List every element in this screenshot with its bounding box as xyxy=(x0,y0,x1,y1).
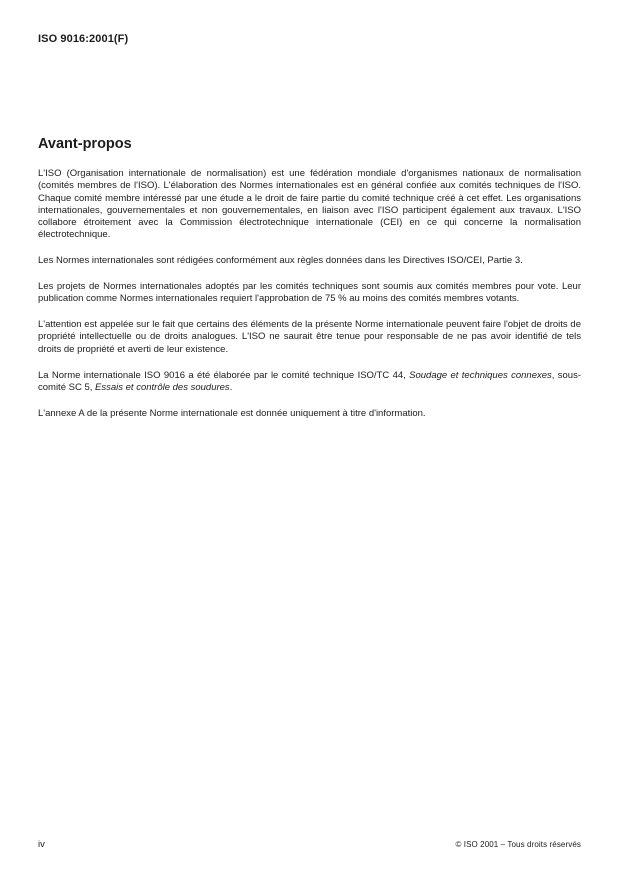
page-number: iv xyxy=(38,839,45,850)
paragraph-foreword-2: Les Normes internationales sont rédigées conformément aux règles données dans les Directives ISO/CEI, Partie 3. xyxy=(38,255,523,267)
paragraph-foreword-5 xyxy=(38,370,581,395)
text-run: , sous-comité SC 5, xyxy=(38,369,581,393)
document-footer xyxy=(38,839,581,850)
paragraph-foreword-6: L'annexe A de la présente Norme internationale est donnée uniquement à titre d'information. xyxy=(38,407,426,419)
copyright-notice: © ISO 2001 – Tous droits réservés xyxy=(455,840,581,849)
paragraph-foreword-3: Les projets de Normes internationales adoptés par les comités techniques sont soumis aux comités membres pour vote. Leur publication comme Normes internationales requiert l'approbation de 75 % au moins des comités membres votants. xyxy=(38,281,581,305)
document-reference: ISO 9016:2001(F) xyxy=(38,33,129,45)
page-title: Avant-propos xyxy=(38,136,132,152)
document-header xyxy=(38,33,581,46)
text-run: La Norme internationale ISO 9016 a été élaborée par le comité technique ISO/TC 44, xyxy=(38,369,410,381)
text-run-italic-subcommittee-title: Essais et contrôle des soudures xyxy=(95,381,230,393)
text-run: . xyxy=(229,381,233,393)
text-run-italic-committee-title: Soudage et techniques connexes xyxy=(409,369,552,381)
paragraph-foreword-1: L'ISO (Organisation internationale de normalisation) est une fédération mondiale d'organismes nationaux de normalisation (comités membres de l'ISO). L'élaboration des Normes internationales est en général confiée aux comités techniques de l'ISO. Chaque comité membre intéressé par une étude a le droit de faire partie du comité technique créé à cet effet. Les organisations internationales, gouvernementales et non gouvernementales, en liaison avec l'ISO participent également aux travaux. L'ISO collabore étroitement avec la Commission électrotechnique internationale (CEI) en ce qui concerne la normalisation électrotechnique. xyxy=(38,168,581,241)
paragraph-foreword-4: L'attention est appelée sur le fait que certains des éléments de la présente Norme internationale peuvent faire l'objet de droits de propriété intellectuelle ou de droits analogues. L'ISO ne saurait être tenue pour responsable de ne pas avoir identifié de tels droits de propriété et averti de leur existence. xyxy=(38,319,581,355)
